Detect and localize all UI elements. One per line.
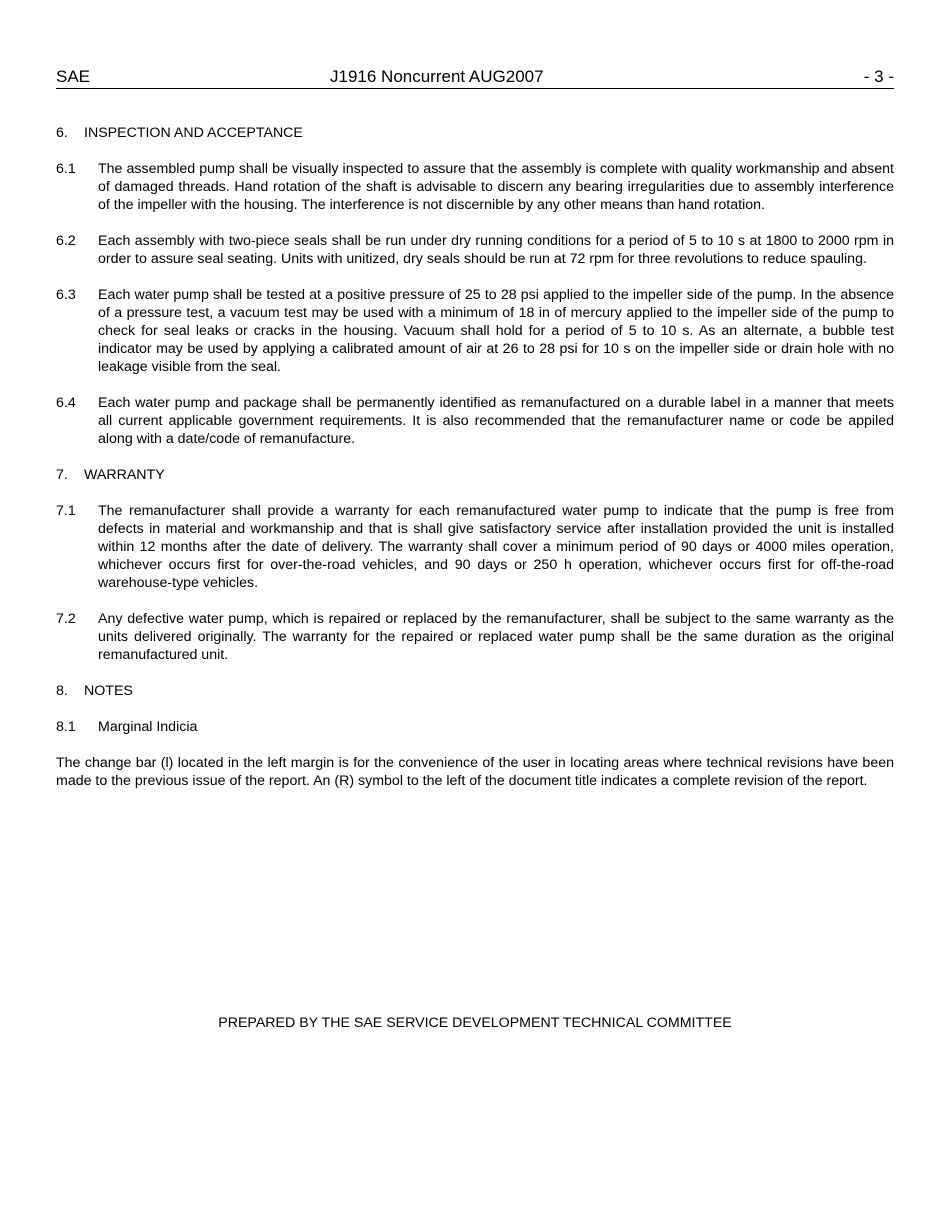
section-title: WARRANTY	[84, 467, 165, 483]
section-heading-8	[56, 682, 894, 700]
paragraph-number: 8.1	[56, 719, 76, 735]
paragraph-6-1	[56, 160, 894, 214]
paragraph-number: 7.1	[56, 503, 76, 519]
document-body	[56, 124, 894, 808]
paragraph-number: 6.4	[56, 395, 76, 411]
paragraph-text: The remanufacturer shall provide a warranty for each remanufactured water pump to indicate that the pump is free from defects in material and workmanship and that is shall give satisfactory service after installation provided the unit is installed within 12 months after the date of delivery. The warranty shall cover a minimum period of 90 days or 4000 miles operation, whichever occurs first for over-the-road vehicles, and 90 days or 250 h operation, whichever occurs first for off-the-road warehouse-type vehicles.	[98, 503, 894, 591]
paragraph-7-2	[56, 610, 894, 664]
header-document-id: J1916 Noncurrent AUG2007	[330, 67, 544, 86]
paragraph-text: The assembled pump shall be visually inspected to assure that the assembly is complete with quality workmanship and absent of damaged threads. Hand rotation of the shaft is advisable to discern any bearing irregularities due to assembly interference of the impeller with the housing. The interference is not discernible by any other means than hand rotation.	[98, 161, 894, 213]
paragraph-number: 6.3	[56, 287, 76, 303]
paragraph-8-1	[56, 718, 894, 736]
paragraph-text: Each water pump and package shall be permanently identified as remanufactured on a durable label in a manner that meets all current applicable government requirements. It is also recommended that the remanufacturer name or code be appiled along with a date/code of remanufacture.	[98, 395, 894, 447]
section-heading-6	[56, 124, 894, 142]
paragraph-text: Each water pump shall be tested at a positive pressure of 25 to 28 psi applied to the impeller side of the pump. In the absence of a pressure test, a vacuum test may be used with a minimum of 18 in of mercury applied to the impeller side of the pump to check for seal leaks or cracks in the housing. Vacuum shall hold for a period of 5 to 10 s. As an alternate, a bubble test indicator may be used by applying a calibrated amount of air at 26 to 28 psi for 10 s on the impeller side or drain hole with no leakage visible from the seal.	[98, 287, 894, 375]
paragraph-6-2	[56, 232, 894, 268]
paragraph-number: 6.1	[56, 161, 76, 177]
paragraph-text: Any defective water pump, which is repaired or replaced by the remanufacturer, shall be subject to the same warranty as the units delivered originally. The warranty for the repaired or replaced water pump shall be the same duration as the original remanufactured unit.	[98, 611, 894, 663]
section-number: 6.	[56, 125, 68, 141]
section-number: 8.	[56, 683, 68, 699]
section-heading-7	[56, 466, 894, 484]
header-page-number: - 3 -	[863, 67, 894, 86]
section-title: INSPECTION AND ACCEPTANCE	[84, 125, 303, 141]
paragraph-7-1	[56, 502, 894, 592]
page-header	[56, 66, 894, 89]
paragraph-number: 6.2	[56, 233, 76, 249]
paragraph-text: Each assembly with two-piece seals shall be run under dry running conditions for a period of 5 to 10 s at 1800 to 2000 rpm in order to assure seal seating. Units with unitized, dry seals should be run at 72 rpm for three revolutions to reduce spauling.	[98, 233, 894, 267]
header-organization: SAE	[56, 67, 91, 86]
section-number: 7.	[56, 467, 68, 483]
paragraph-text: Marginal Indicia	[98, 719, 198, 735]
page-footer: PREPARED BY THE SAE SERVICE DEVELOPMENT TECHNICAL COMMITTEE	[218, 1015, 732, 1031]
paragraph-6-3	[56, 286, 894, 376]
notes-paragraph: The change bar (l) located in the left margin is for the convenience of the user in locating areas where technical revisions have been made to the previous issue of the report. An (R) symbol to the left of the document title indicates a complete revision of the report.	[56, 755, 894, 789]
paragraph-6-4	[56, 394, 894, 448]
section-title: NOTES	[84, 683, 133, 699]
paragraph-number: 7.2	[56, 611, 76, 627]
